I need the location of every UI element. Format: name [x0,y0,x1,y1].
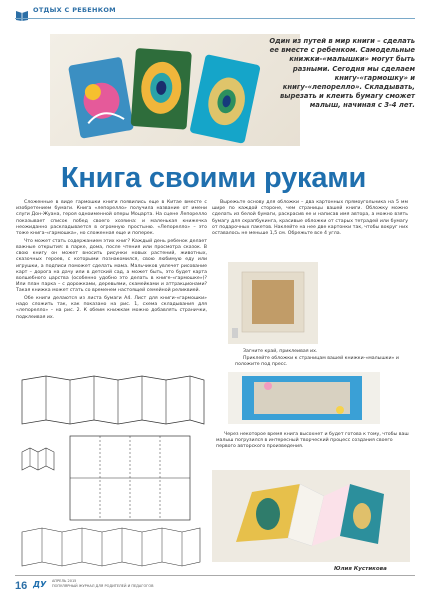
paragraph: Сложенные в виде гармошки книги появились еще в Китае вместе с изобретением бумаги. Книга «лепорелло» получила название от имени слуги Дон-Жуана, героя одноименной оперы Моцарта. На сцене Лепорелло показывает список побед своего хозяина: и маленькая книжечка неожиданно раскладывается в огромную простыню. «Лепорелло» – это тоже книга-«гармошка», но сложенная еще и поперек. [16,200,207,237]
step-photo-cover [228,372,380,424]
page-number: 16 [15,580,28,592]
step-photo-cardboard [228,262,318,344]
header-rule [15,18,415,19]
footer-rule [15,575,415,576]
paragraph: Что может стать содержанием этих книг? Каждый день ребенок делает важные открытия: в парке, дома, после чтения или просмотра сказок. В свою книгу он может вносить рисунки новых растений, животных, сказочных героев, с которыми познакомился, свою любимую еду или игрушки, а подписи поможет сделать мама. Мальчиков увлечет рисование карт – дорога на дачу или в детский сад, а может быть, это будет карта волшебного царства (особенно удобно это делать в книге-«гармошке»)? Или план парка – с дорожками, деревьями, скамейками и аттракционами? Такая книжка может стать со временем настоящей семейной реликвией. [16,238,207,294]
article-column-right [212,200,408,239]
magazine-logo: ДУ [33,580,47,589]
author-name: Юлия Кустикова [334,566,387,572]
caption-step3: Через некоторое время книга высохнет и будет готова к тому, чтобы ваш малыш погрузился в интересный творческий процесс создания своего первого авторского произведения. [216,432,409,450]
paragraph: Обе книги делаются из листа бумаги А4. Лист для книги-«гармошки» надо сложить так, как показано на рис. 1, схема складывания для «лепорелло» – на рис. 2. К обеим книжкам можно добавлять странички, подклеивая их. [16,296,207,320]
article-column-left [16,200,207,322]
book-icon [15,6,29,18]
section-header: ОТДЫХ С РЕБЕНКОМ [33,6,116,14]
intro-note: Один из путей в мир книги – сделать ее вместе с ребенком. Самодельные книжки-«малышки» могут быть разными. Сегодня мы сделаем книгу-«гармошку» и книгу-«лепорелло». Складывать, вырезать и клеить бумагу сможет малыш, начиная с 3-4 лет. [269,37,415,110]
page-title: Книга своими руками [60,162,367,194]
folding-diagram-leporello [20,432,205,572]
paragraph: Вырежьте основу для обложки – два картонных прямоугольника на 5 мм шире по каждой стороне, чем страницы вашей книги. Обложку можно сделать из белой бумаги, раскрасив ее и написав имя автора, а можно взять бумагу для скрапбукинга, красивые обложки от старых тетрадей или бумагу от подарочных пакетов. Наклейте на нее две картонки так, чтобы вокруг них оставалось не меньше 1,5 см. Обрежьте все 4 угла. [212,200,408,237]
footer-info: АПРЕЛЬ 2015 ПОПУЛЯРНЫЙ ЖУРНАЛ ДЛЯ РОДИТЕЛЕЙ И ПЕДАГОГОВ [52,579,154,588]
folding-diagram-accordion [18,374,208,428]
finished-book-photo [212,470,410,562]
caption-step1: Загните край, приклеивая их. Приклейте обложки к страницам вашей книжки-«малышки» и положите под пресс. [235,349,399,368]
